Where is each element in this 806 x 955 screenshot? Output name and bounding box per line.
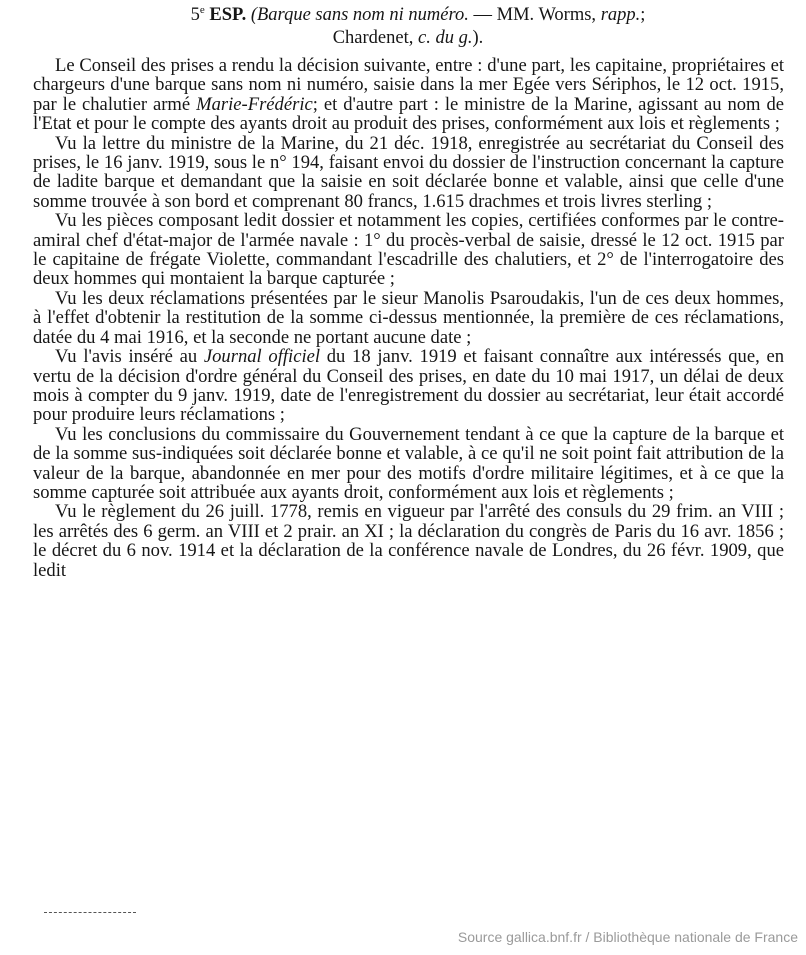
case-header-line-1 bbox=[0, 4, 806, 27]
case-section-esp: ESP. bbox=[209, 5, 247, 25]
commissaire-abbr: c. du g. bbox=[418, 28, 473, 48]
case-header bbox=[0, 4, 806, 50]
paragraph-text: du 18 janv. 1919 et faisant connaître aux intéressés que, en vertu de la décision d'ordre général du Conseil des prises, en date du 10 mai 1917, un délai de deux mois à compter du 9 janv. 1919, date de l'enregistrement du dossier au secrétariat, leur était accordé pour produire leurs réclamations ; bbox=[33, 346, 784, 426]
paragraph-text: Vu les deux réclamations présentées par le sieur Manolis Psaroudakis, l'un de ces deux hommes, à l'effet d'obtenir la restitution de la somme ci-dessus mentionnée, la première de ces réclamations, datée du 4 mai 1916, et la seconde ne portant aucune date ; bbox=[33, 287, 784, 348]
rapporteur-name: MM. Worms, bbox=[496, 5, 601, 25]
case-title: (Barque sans nom ni numéro. bbox=[250, 5, 469, 25]
footnote-divider bbox=[44, 912, 136, 913]
paragraph-text: Vu les conclusions du commissaire du Gouvernement tendant à ce que la capture de la barque et de la somme sus-indiquées soit déclarée bonne et valable, à ce qu'il ne soit point fait attribution de la valeur de la barque, abandonnée en mer pour des motifs d'ordre militaire légitimes, et à ce que la somme capturée soit attribuée aux ayants droit, conformément aux lois et règlements ; bbox=[33, 423, 784, 503]
paragraph-claims bbox=[33, 289, 784, 347]
paragraph-text: Vu les pièces composant ledit dossier et notamment les copies, certifiées conformes par le contre-amiral chef d'état-major de l'armée navale : 1° du procès-verbal de saisie, dressé le 12 oct. 1915 par le capitaine de frégate Violette, commandant l'escadrille des chalutiers, et 2° de l'interrogatoire des deux hommes qui montaient la barque capturée ; bbox=[33, 210, 784, 290]
paragraph-text: Vu l'avis inséré au bbox=[55, 346, 204, 368]
journal-title-italic: Journal officiel bbox=[203, 346, 321, 368]
header-close: ). bbox=[472, 28, 484, 48]
commissaire-name: Chardenet, bbox=[332, 28, 418, 48]
header-semicolon: ; bbox=[640, 5, 646, 25]
paragraph-text: Vu la lettre du ministre de la Marine, du 21 déc. 1918, enregistrée au secrétariat du Conseil des prises, le 16 janv. 1919, sous le n° 194, faisant envoi du dossier de l'instruction concernant la capture de ladite barque et demandant que la saisie en soit déclarée bonne et valable, ainsi que celle d'une somme trouvée à son bord et comprenant 80 francs, 1.615 drachmes et trois livres sterling ; bbox=[33, 132, 784, 212]
paragraph-minister-letter bbox=[33, 134, 784, 212]
ship-name-italic: Marie-Frédéric bbox=[196, 93, 313, 115]
paragraph-text: Vu le règlement du 26 juill. 1778, remis en vigueur par l'arrêté des consuls du 29 frim. an VIII ; les arrêtés des 6 germ. an VIII et 2 prair. an XI ; la déclaration du congrès de Paris du 16 avr. 1856 ; le décret du 6 nov. 1914 et la déclaration de la conférence navale de Londres, du 26 févr. 1909, que ledit bbox=[33, 501, 784, 581]
paragraph-official-notice bbox=[33, 347, 784, 425]
paragraph-regulations bbox=[33, 502, 784, 580]
paragraph-conclusions bbox=[33, 425, 784, 503]
case-number: 5 bbox=[190, 5, 200, 25]
header-dash: — bbox=[468, 5, 497, 25]
decision-body bbox=[33, 56, 784, 580]
rapporteur-abbr: rapp. bbox=[600, 5, 641, 25]
paragraph-parties bbox=[33, 56, 784, 134]
paragraph-dossier-pieces bbox=[33, 211, 784, 289]
case-header-line-2 bbox=[0, 27, 806, 50]
paragraph-text: Le Conseil des prises a rendu la décision suivante, entre : d'une part, les capitaine, propriétaires et chargeurs d'une barque sans nom ni numéro, saisie dans la mer Egée vers Sériphos, le 12 oct. 1915, par le chalutier armé bbox=[33, 55, 784, 115]
source-attribution: Source gallica.bnf.fr / Bibliothèque nationale de France bbox=[457, 929, 798, 945]
case-number-sup: e bbox=[199, 3, 205, 16]
paragraph-text: ; et d'autre part : le ministre de la Marine, agissant au nom de l'Etat et pour le compte des ayants droit au produit des prises, conformément aux lois et règlements ; bbox=[33, 93, 784, 135]
